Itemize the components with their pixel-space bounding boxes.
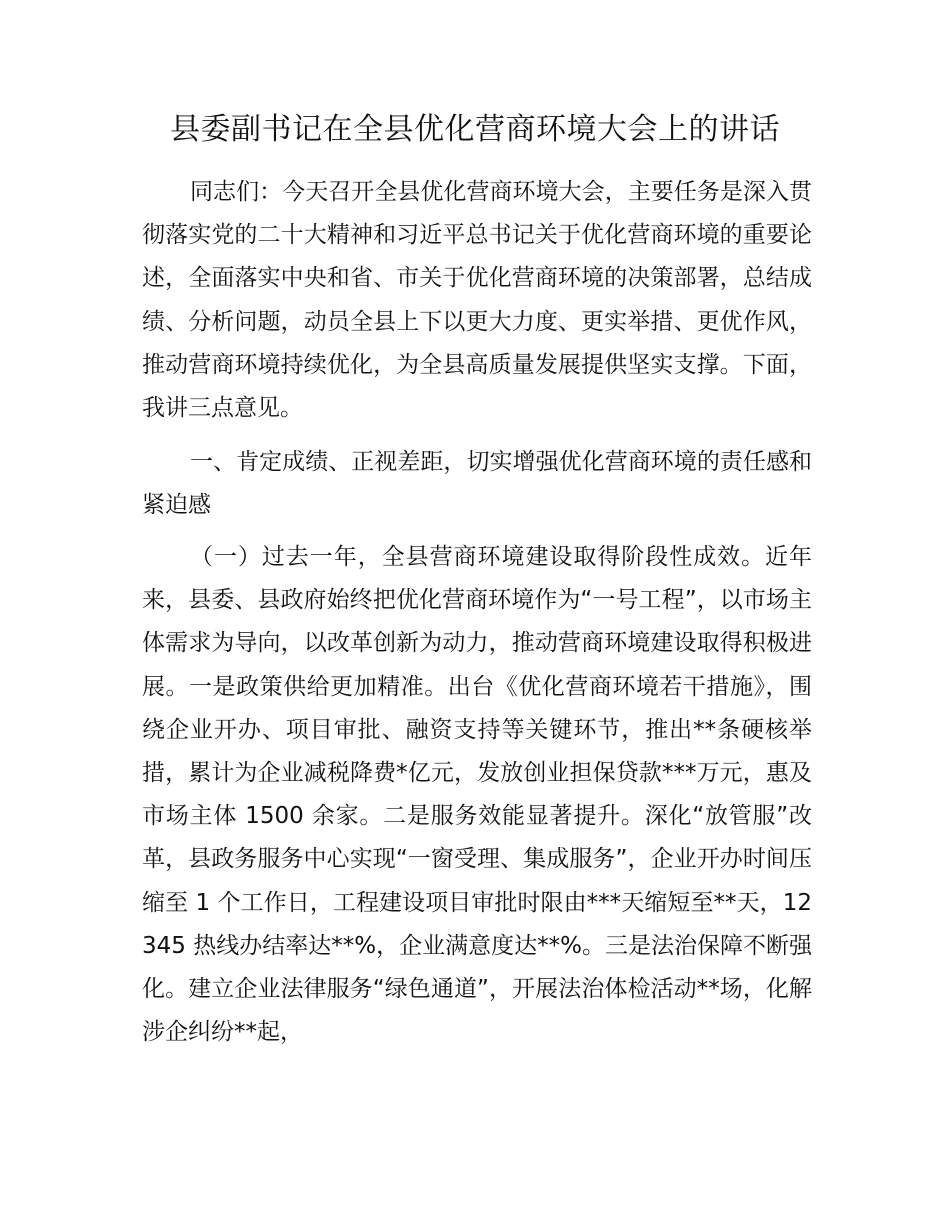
section-heading-1: 一、肯定成绩、正视差距，切实增强优化营商环境的责任感和紧迫感 — [142, 449, 812, 519]
subsection-paragraph-1: （一）过去一年，全县营商环境建设取得阶段性成效。近年来，县委、县政府始终把优化营商环境作为“一号工程”，以市场主体需求为导向，以改革创新为动力，推动营商环境建设取得积极进展。一是政策供给更加精准。出台《优化营商环境若干措施》，围绕企业开办、项目审批、融资支持等关键环节，推出**条硬核举措，累计为企业减税降费*亿元，发放创业担保贷款***万元，惠及市场主体 1500 余家。二是服务效能显著提升。深化“放管服”改革，县政务服务中心实现“一窗受理、集成服务”，企业开办时间压缩至 1 个工作日，工程建设项目审批时限由***天缩短至**天，12345 热线办结率达**%，企业满意度达**%。三是法治保障不断强化。建立企业法律服务“绿色通道”，开展法治体检活动**场，化解涉企纠纷**起， — [142, 544, 812, 1046]
document-title: 县委副书记在全县优化营商环境大会上的讲话 — [170, 112, 780, 147]
opening-paragraph: 同志们：今天召开全县优化营商环境大会，主要任务是深入贯彻落实党的二十大精神和习近平总书记关于优化营商环境的重要论述，全面落实中央和省、市关于优化营商环境的决策部署，总结成绩、分析问题，动员全县上下以更大力度、更实举措、更优作风，推动营商环境持续优化，为全县高质量发展提供坚实支撑。下面，我讲三点意见。 — [142, 179, 812, 422]
